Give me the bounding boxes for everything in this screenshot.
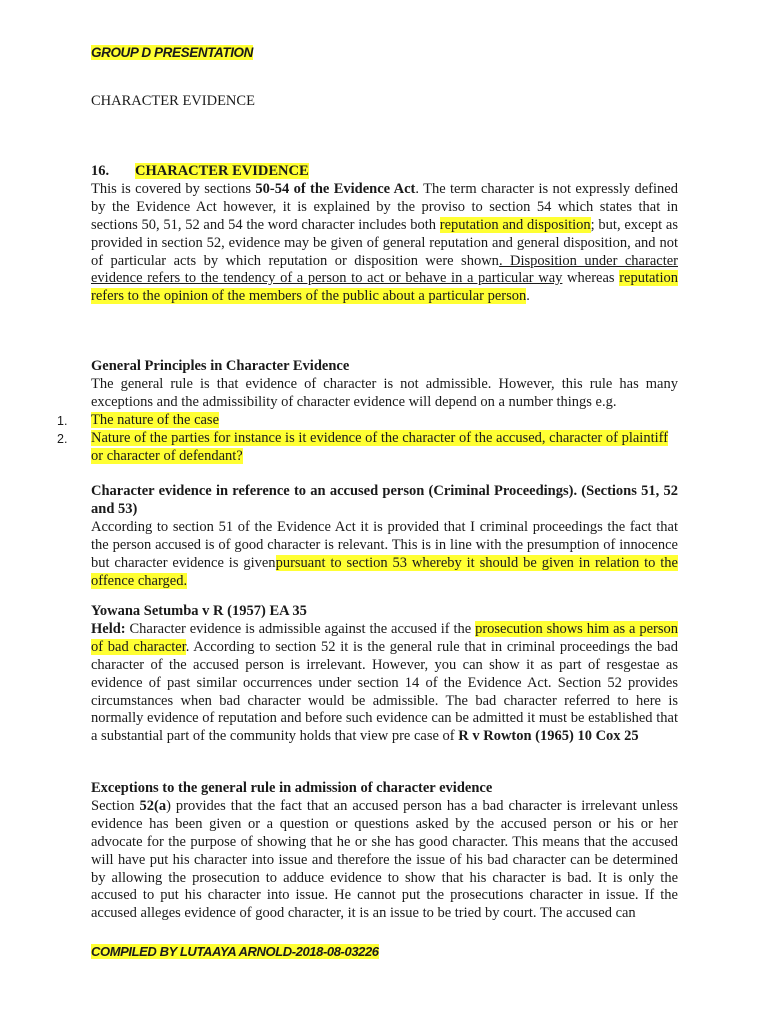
list-number: 1.	[57, 413, 68, 428]
text-run: According to section 51 of the Evidence Act it is provided that I criminal proceedings the fact that the person accused is of good character is relevant. This is in line with the presumption of innocence but character evidence is given	[91, 518, 678, 571]
exceptions-section	[91, 780, 678, 923]
exceptions-heading: Exceptions to the general rule in admission of character evidence	[91, 780, 493, 796]
accused-paragraph	[91, 519, 678, 591]
list-item	[57, 411, 678, 430]
text-run: This is covered by sections	[91, 180, 256, 197]
highlight-run: reputation and disposition	[439, 216, 591, 233]
section-16-paragraph	[91, 181, 678, 306]
list-item-text: The nature of the case	[91, 411, 220, 428]
yowana-case	[91, 603, 678, 746]
bold-run: 52(a	[139, 797, 167, 814]
document-title: CHARACTER EVIDENCE	[91, 93, 255, 109]
highlight-run: reputation refers to the opinion of the members of the public about a particular person	[91, 270, 678, 305]
text-run: ; but, except as provided in section 52, evidence may be given of general reputation and general disposition, and not of particular acts by which reputation or disposition were shown	[91, 216, 678, 269]
case-heading: Yowana Setumba v R (1957) EA 35	[91, 603, 307, 619]
section-16-heading	[91, 163, 678, 181]
general-heading: General Principles in Character Evidence	[91, 358, 350, 374]
list-number: 2.	[57, 431, 68, 446]
general-principles	[57, 358, 678, 465]
header-label: GROUP D PRESENTATION	[91, 45, 254, 60]
highlight-run: prosecution shows him as a person of bad character	[91, 620, 679, 655]
case-paragraph	[91, 621, 678, 746]
held-label: Held:	[91, 620, 126, 637]
underline-run: . Disposition under character evidence refers to the tendency of a person to act or behave in a particular way	[91, 252, 678, 287]
section-16	[91, 163, 678, 306]
accused-heading: Character evidence in reference to an accused person (Criminal Proceedings). (Sections 51, 52 and 53)	[91, 483, 678, 517]
list-item-text: Nature of the parties for instance is it evidence of the character of the accused, character of plaintiff or character of defendant?	[91, 429, 669, 464]
text-run: Character evidence is admissible against the accused if the	[125, 620, 476, 637]
exceptions-paragraph	[91, 798, 678, 923]
highlight-run: pursuant to section 53 whereby it should be given in relation to the offence charged.	[91, 554, 678, 589]
bold-run: 50-54 of the Evidence Act	[255, 180, 416, 197]
list-item	[57, 429, 678, 466]
text-run: ) provides that the fact that an accused person has a bad character is irrelevant unless evidence has been given or a question or questions asked by the accused person or his or her advocate for the purpose of showing that he or she has good character. This means that the accused will have put his character into issue and therefore the issue of his bad character can be determined by allowing the prosecution to adduce evidence to show that his character is bad. It is only the accused to put his character into issue. He cannot put the prosecutions character in issue. If the accused alleges evidence of good character, it is an issue to be tried by court. The accused can	[91, 797, 678, 922]
section-heading-text: CHARACTER EVIDENCE	[135, 163, 309, 179]
text-run: . The term character is not expressly defined by the Evidence Act however, it is explained by the proviso to section 54 which states that in sections 50, 51, 52 and 54 the word character includes both	[91, 180, 678, 233]
text-run: . According to section 52 it is the general rule that in criminal proceedings the bad character of the accused person is irrelevant. However, you can show it as part of resgestae as evidence of past similar occurrences under section 14 of the Evidence Act. Section 52 provides circumstances when bad character would be admissible. The bad character referred to here is normally evidence of reputation and before such evidence can be admitted it must be established that a substantial part of the community holds that view pre case of	[91, 638, 678, 745]
case-citation: R v Rowton (1965) 10 Cox 25	[458, 728, 639, 745]
text-run: .	[526, 288, 530, 305]
text-run: Section	[91, 797, 140, 814]
accused-section	[91, 483, 678, 590]
general-intro: The general rule is that evidence of character is not admissible. However, this rule has many exceptions and the admissibility of character evidence will depend on a number things e.g.	[91, 375, 678, 410]
section-number: 16.	[91, 163, 110, 179]
text-run: whereas	[562, 270, 620, 287]
footer-label: COMPILED BY LUTAAYA ARNOLD-2018-08-03226	[91, 944, 379, 959]
criteria-list	[57, 411, 678, 466]
